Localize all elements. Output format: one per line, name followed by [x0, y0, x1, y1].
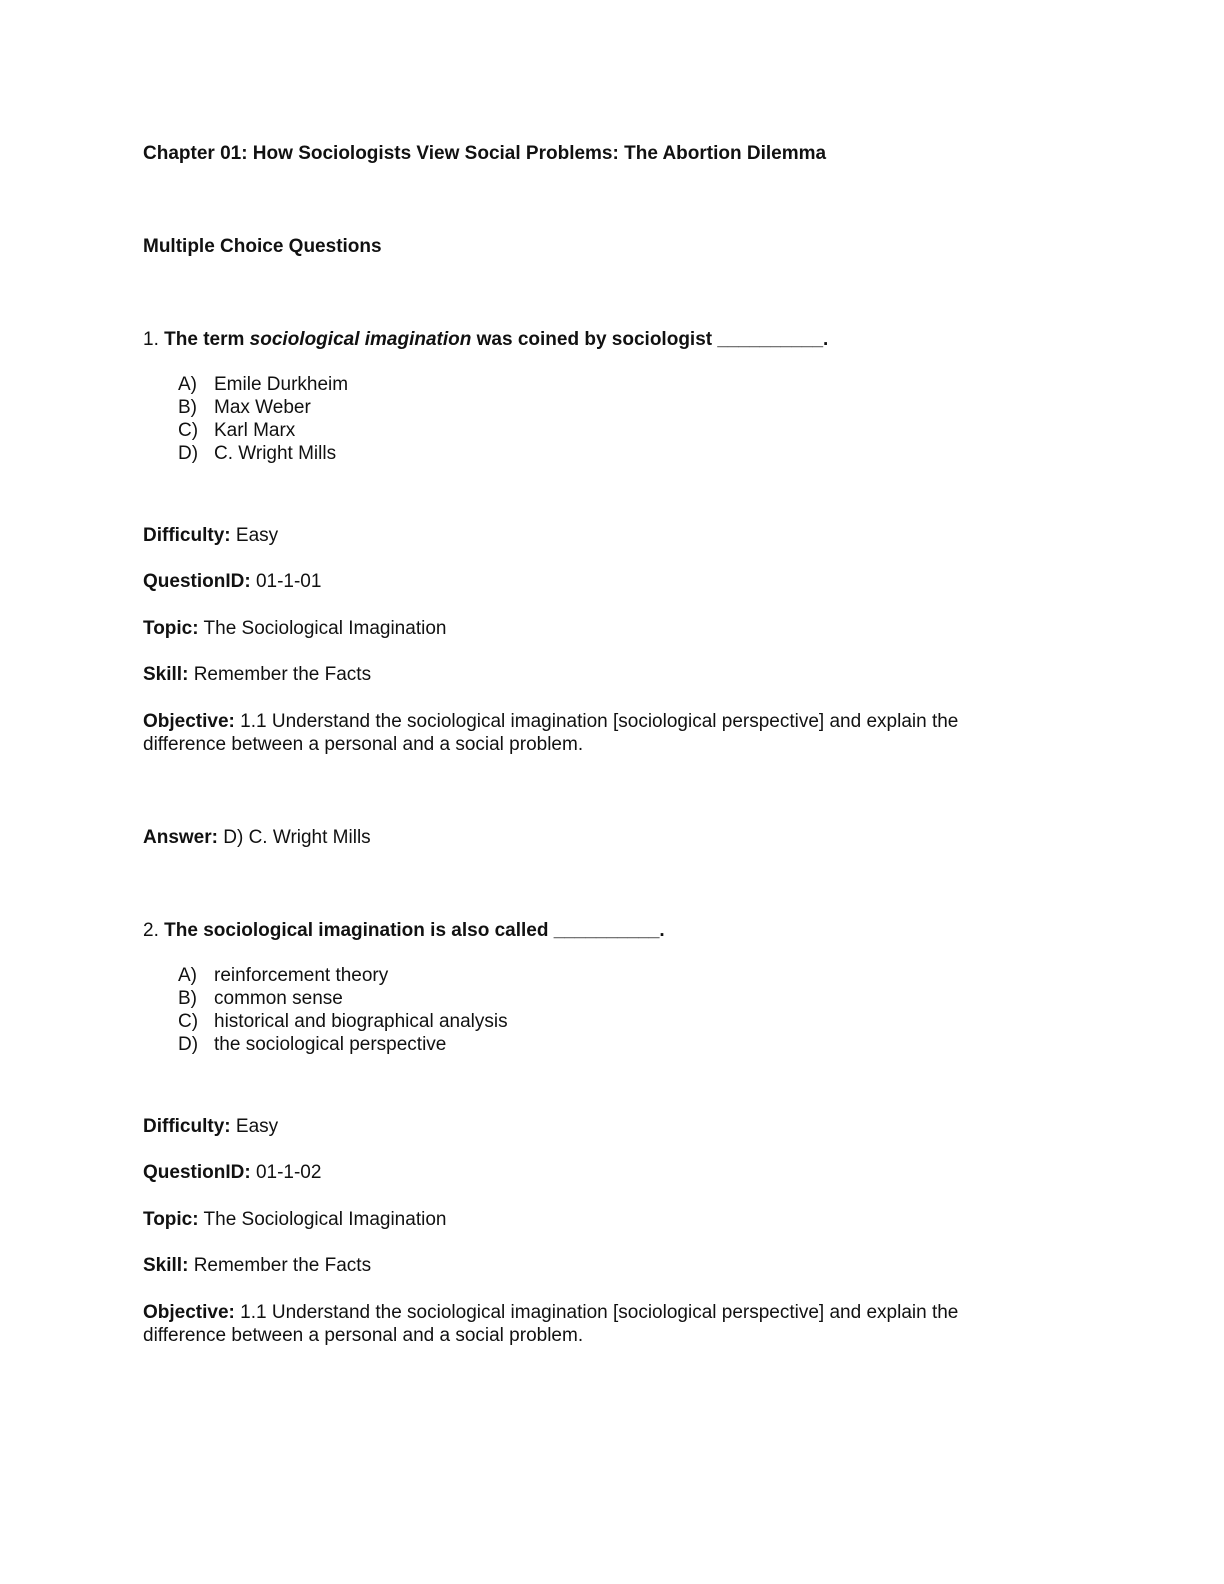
option-text: C. Wright Mills	[214, 443, 337, 464]
option-b	[178, 987, 1043, 1010]
option-letter: A)	[178, 965, 197, 986]
option-text: Emile Durkheim	[214, 374, 349, 395]
topic-value: The Sociological Imagination	[203, 1209, 447, 1230]
objective-label: Objective:	[143, 1302, 235, 1323]
option-letter: A)	[178, 374, 197, 395]
skill-value: Remember the Facts	[193, 1255, 372, 1276]
answer-options	[143, 373, 1043, 465]
option-letter: C)	[178, 420, 199, 441]
difficulty-row	[143, 1115, 1003, 1138]
topic-row	[143, 1208, 1003, 1231]
objective-value: 1.1 Understand the sociological imagination [sociological perspective] and explain the difference between a personal and a social problem.	[143, 1302, 959, 1346]
answer-row	[143, 826, 1003, 849]
difficulty-label: Difficulty:	[143, 1116, 231, 1137]
answer-value: D) C. Wright Mills	[223, 827, 371, 848]
option-text: the sociological perspective	[214, 1034, 447, 1055]
question-number: 2.	[143, 920, 159, 941]
skill-row	[143, 663, 1003, 686]
answer-options	[143, 964, 1043, 1056]
section-title: Multiple Choice Questions	[143, 236, 382, 257]
topic-label: Topic:	[143, 1209, 199, 1230]
option-letter: D)	[178, 1034, 199, 1055]
skill-label: Skill:	[143, 664, 189, 685]
option-c	[178, 419, 1043, 442]
topic-value: The Sociological Imagination	[203, 618, 447, 639]
question-id-value: 01-1-01	[255, 571, 322, 592]
question-id-label: QuestionID:	[143, 571, 251, 592]
question-stem-text-end: was coined by sociologist __________.	[471, 329, 829, 350]
option-a	[178, 964, 1043, 987]
option-letter: B)	[178, 988, 197, 1009]
question-stem	[143, 328, 1043, 351]
option-letter: C)	[178, 1011, 199, 1032]
option-d	[178, 1033, 1043, 1056]
option-a	[178, 373, 1043, 396]
question-stem-text: The sociological imagination is also called __________.	[164, 920, 665, 941]
question-id-row	[143, 570, 1003, 593]
option-text: historical and biographical analysis	[214, 1011, 508, 1032]
skill-label: Skill:	[143, 1255, 189, 1276]
skill-value: Remember the Facts	[193, 664, 372, 685]
question-id-label: QuestionID:	[143, 1162, 251, 1183]
topic-label: Topic:	[143, 618, 199, 639]
option-letter: B)	[178, 397, 197, 418]
option-c	[178, 1010, 1043, 1033]
option-text: common sense	[214, 988, 343, 1009]
question-stem-text: The term	[164, 329, 250, 350]
question-stem	[143, 919, 1043, 942]
question-stem-italic: sociological imagination	[249, 329, 472, 350]
question-id-value: 01-1-02	[255, 1162, 322, 1183]
question-2	[143, 919, 1043, 1056]
difficulty-row	[143, 524, 1003, 547]
skill-row	[143, 1254, 1003, 1277]
chapter-title: Chapter 01: How Sociologists View Social Problems: The Abortion Dilemma	[143, 143, 827, 164]
objective-row	[143, 1301, 1003, 1347]
objective-label: Objective:	[143, 711, 235, 732]
topic-row	[143, 617, 1003, 640]
difficulty-value: Easy	[235, 1116, 279, 1137]
difficulty-label: Difficulty:	[143, 525, 231, 546]
question-number: 1.	[143, 329, 159, 350]
difficulty-value: Easy	[235, 525, 279, 546]
answer-label: Answer:	[143, 827, 218, 848]
objective-value: 1.1 Understand the sociological imagination [sociological perspective] and explain the difference between a personal and a social problem.	[143, 711, 959, 755]
option-text: Max Weber	[214, 397, 311, 418]
option-b	[178, 396, 1043, 419]
option-text: reinforcement theory	[214, 965, 389, 986]
question-id-row	[143, 1161, 1003, 1184]
question-1	[143, 328, 1043, 465]
objective-row	[143, 710, 1003, 756]
option-d	[178, 442, 1043, 465]
option-text: Karl Marx	[214, 420, 296, 441]
option-letter: D)	[178, 443, 199, 464]
